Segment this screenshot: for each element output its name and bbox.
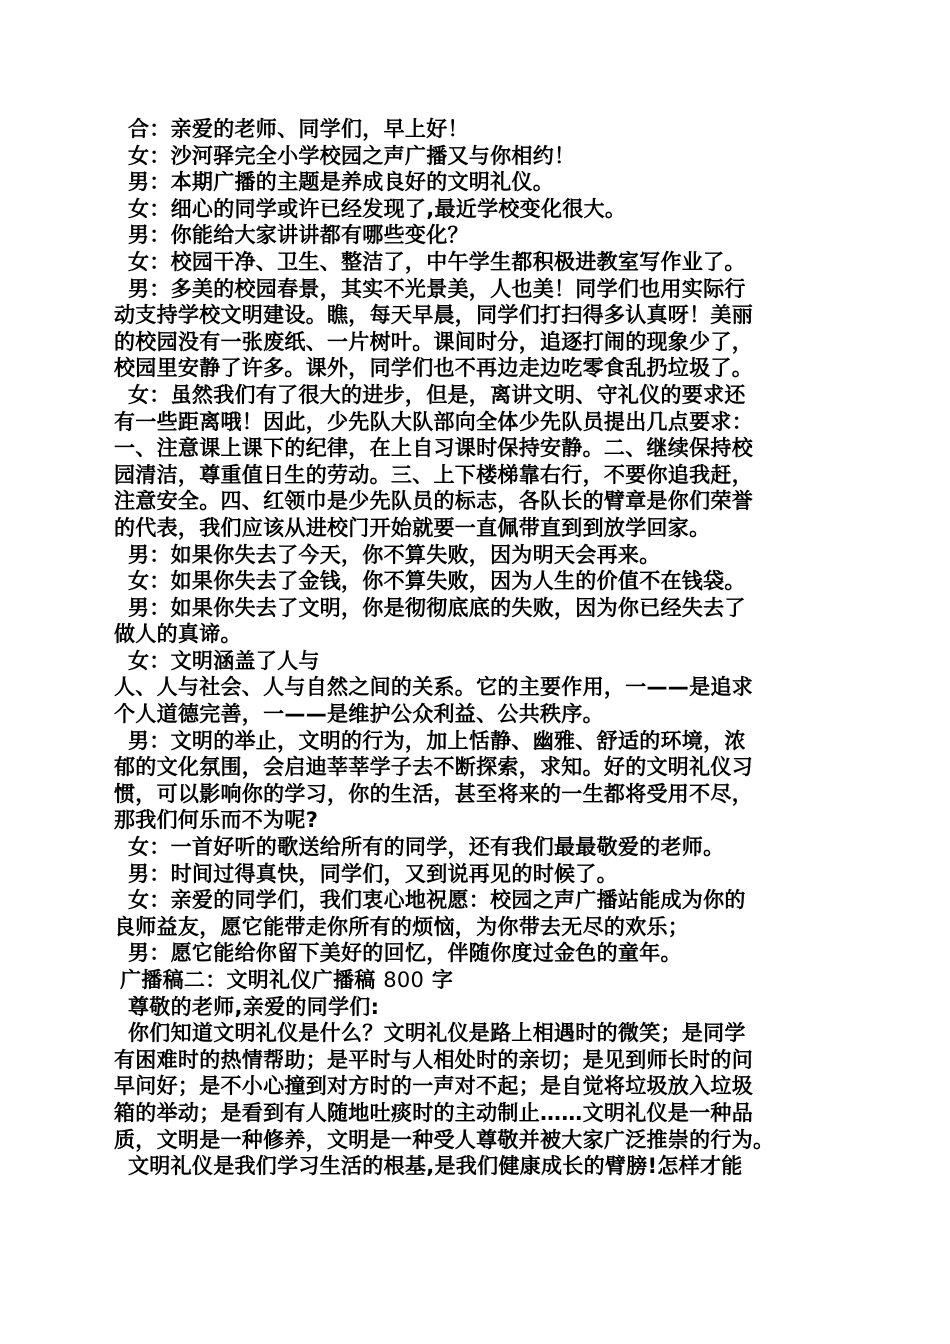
text-line: 男：本期广播的主题是养成良好的文明礼仪。 [128,170,554,195]
text-line: 有一些距离哦！因此，少先队大队部向全体少先队员提出几点要求： [114,409,753,434]
text-line: 文明礼仪是我们学习生活的根基,是我们健康成长的臂膀!怎样才能 [128,1154,743,1179]
section-title-suffix: 字 [424,968,454,992]
text-line: 惯，可以影响你的学习，你的生活，甚至将来的一生都将受用不尽， [114,781,753,806]
text-line: 个人道德完善，一——是维护公众利益、公共秩序。 [114,702,604,727]
text-line: 那我们何乐而不为呢? [114,808,319,833]
text-line: 男：如果你失去了文明，你是彻彻底底的失败，因为你已经失去了 [128,595,746,620]
text-line: 箱的举动；是看到有人随地吐痰时的主动制止……文明礼仪是一种品 [114,1100,753,1125]
text-line: 合：亲爱的老师、同学们，早上好！ [128,117,469,141]
text-line: 人、人与社会、人与自然之间的关系。它的主要作用，一——是追求 [114,675,753,700]
section-title [114,967,836,994]
text-line: 男：愿它能给你留下美好的回忆，伴随你度过金色的童年。 [128,941,682,966]
text-line: 女：细心的同学或许已经发现了,最近学校变化很大。 [128,196,627,221]
text-line: 郁的文化氛围，会启迪莘莘学子去不断探索，求知。好的文明礼仪习 [114,755,753,780]
text-line: 男：时间过得真快，同学们，又到说再见的时候了。 [128,861,618,886]
section-title-prefix: 广播稿二：文明礼仪广播稿 [120,968,384,992]
text-line: 做人的真谛。 [114,622,242,647]
text-line: 早问好；是不小心撞到对方时的一声对不起；是自觉将垃圾放入垃圾 [114,1074,753,1099]
text-line: 校园里安静了许多。课外，同学们也不再边走边吃零食乱扔垃圾了。 [114,356,753,381]
text-line: 女：校园干净、卫生、整洁了，中午学生都积极进教室写作业了。 [128,249,746,274]
broadcast-script-one [114,116,836,967]
broadcast-script-two [114,994,836,1180]
text-line: 女：一首好听的歌送给所有的同学，还有我们最最敬爱的老师。 [128,835,725,860]
text-line: 良师益友，愿它能带走你所有的烦恼，为你带去无尽的欢乐； [114,914,690,939]
text-line: 女：如果你失去了金钱，你不算失败，因为人生的价值不在钱袋。 [128,569,746,594]
text-line: 注意安全。四、红领巾是少先队员的标志，各队长的臂章是你们荣誉 [114,489,753,514]
text-line: 男：文明的举止，文明的行为，加上恬静、幽雅、舒适的环境，浓 [128,728,746,753]
text-line: 有困难时的热情帮助；是平时与人相处时的亲切；是见到师长时的问 [114,1047,753,1072]
text-line: 女：文明涵盖了人与 [128,648,320,673]
section-title-number: 800 [383,968,425,992]
text-line: 女：虽然我们有了很大的进步，但是，离讲文明、守礼仪的要求还 [128,382,746,407]
document-body [114,116,836,1180]
text-line: 你们知道文明礼仪是什么？文明礼仪是路上相遇时的微笑；是同学 [128,1021,746,1046]
text-line: 尊敬的老师,亲爱的同学们: [128,994,380,1019]
text-line: 女：亲爱的同学们，我们衷心地祝愿：校园之声广播站能成为你的 [128,888,746,913]
text-line: 一、注意课上课下的纪律，在上自习课时保持安静。二、继续保持校 [114,436,753,461]
text-line: 男：如果你失去了今天，你不算失败，因为明天会再来。 [128,542,661,567]
text-line: 女：沙河驿完全小学校园之声广播又与你相约！ [128,143,576,168]
text-line: 男：多美的校园春景，其实不光景美，人也美！同学们也用实际行 [128,276,746,301]
text-line: 的代表，我们应该从进校门开始就要一直佩带直到到放学回家。 [114,515,711,540]
text-line: 动支持学校文明建设。瞧，每天早晨，同学们打扫得多认真呀！美丽 [114,303,753,328]
text-line: 的校园没有一张废纸、一片树叶。课间时分，追逐打闹的现象少了， [114,329,753,354]
text-line: 质，文明是一种修养，文明是一种受人尊敬并被大家广泛推崇的行为。 [114,1127,775,1152]
text-line: 园清洁，尊重值日生的劳动。三、上下楼梯靠右行，不要你追我赶， [114,462,753,487]
text-line: 男：你能给大家讲讲都有哪些变化？ [128,223,469,248]
